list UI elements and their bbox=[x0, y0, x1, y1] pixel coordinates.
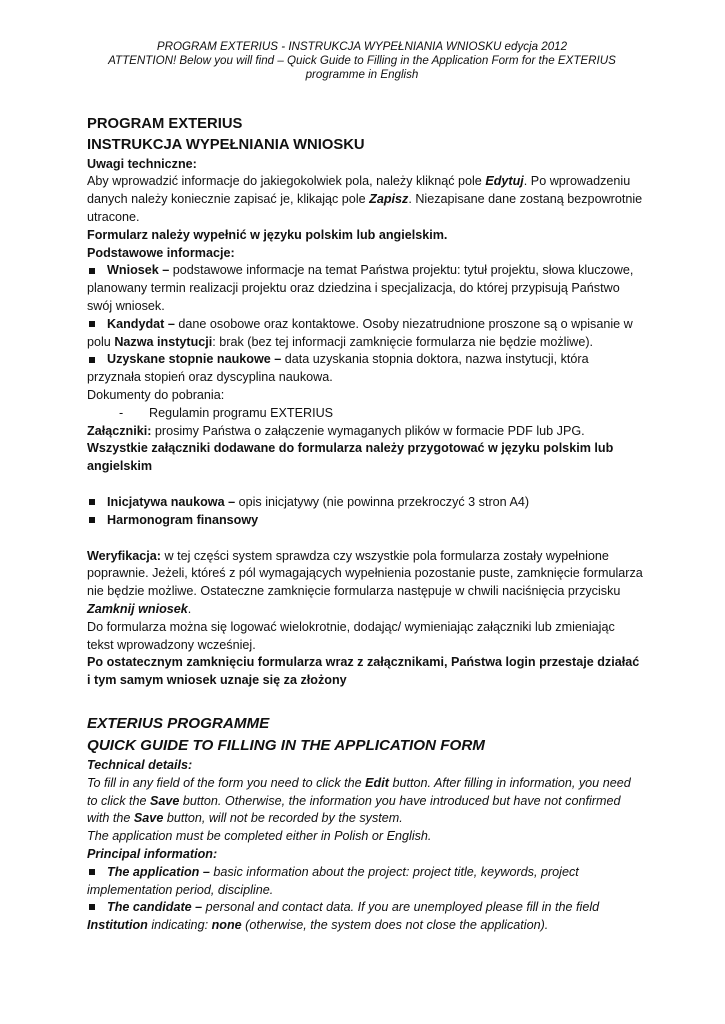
pl-verif-label: Weryfikacja: bbox=[87, 548, 161, 563]
bullet-square-icon bbox=[89, 869, 95, 875]
header-line-2: ATTENTION! Below you will find – Quick Guide to Filling in the Application Form for the EXTERIUS bbox=[108, 54, 616, 68]
en-app-text: basic information about the project: project title, keywords, project implementation period, discipline. bbox=[87, 864, 579, 897]
en-tech-text-d: button, will not be recorded by the system. bbox=[163, 811, 403, 826]
pl-login-text: Do formularza można się logować wielokrotnie, dodając/ wymieniając załączniki lub zmieniając tekst wprowadzony wcześniej. bbox=[87, 619, 615, 652]
pl-docs-label: Dokumenty do pobrania: bbox=[87, 387, 225, 402]
pl-attach-paragraph bbox=[87, 423, 643, 441]
pl-inicjatywa-label: Inicjatywa naukowa – bbox=[107, 494, 236, 509]
pl-kandydat-label: Kandydat – bbox=[107, 316, 175, 331]
en-cand-text-b: indicating: bbox=[147, 918, 212, 933]
en-tech-text-c: button. Otherwise, the information you have introduced but have not confirmed with the bbox=[87, 793, 621, 826]
bullet-square-icon bbox=[89, 904, 95, 910]
pl-docs-item-text: Regulamin programu EXTERIUS bbox=[149, 405, 334, 420]
pl-bullet-harmonogram bbox=[87, 512, 643, 530]
pl-bullet-inicjatywa bbox=[87, 494, 643, 512]
en-title-2: QUICK GUIDE TO FILLING IN THE APPLICATION FORM bbox=[87, 736, 485, 754]
pl-attach-note: Wszystkie załączniki dodawane do formularza należy przygotować w języku polskim lub angielskim bbox=[87, 441, 614, 474]
pl-attach-text: prosimy Państwa o załączenie wymaganych plików w formacie PDF lub JPG. bbox=[151, 423, 585, 438]
page-header bbox=[81, 40, 643, 83]
en-cand-field: Institution bbox=[87, 918, 148, 933]
header-line-3: programme in English bbox=[305, 68, 419, 82]
en-save-term: Save bbox=[150, 793, 180, 808]
bullet-square-icon bbox=[89, 268, 95, 274]
pl-tech-text-b: . Po wprowadzeniu danych należy koniecznie zapisać je, klikając pole bbox=[87, 174, 631, 207]
pl-verif-paragraph bbox=[87, 548, 643, 619]
en-app-label: The application – bbox=[107, 864, 210, 879]
spacer bbox=[87, 476, 643, 494]
pl-wniosek-label: Wniosek – bbox=[107, 263, 170, 278]
pl-tech-paragraph bbox=[87, 173, 643, 226]
pl-title-2: INSTRUKCJA WYPEŁNIANIA WNIOSKU bbox=[87, 136, 365, 153]
en-bullet-application bbox=[87, 864, 643, 900]
pl-tech-text-c: . Niezapisane dane zostaną bezpowrotnie utracone. bbox=[87, 192, 643, 224]
en-tech-text-a: To fill in any field of the form you need to click the bbox=[87, 775, 366, 790]
pl-stopnie-text: data uzyskania stopnia doktora, nazwa instytucji, która przyznała stopień oraz dyscyplina naukowa. bbox=[87, 352, 589, 385]
en-title-1: EXTERIUS PROGRAMME bbox=[87, 714, 270, 732]
pl-inicjatywa-text: opis inicjatywy (nie powinna przekroczyć 3 stron A4) bbox=[235, 494, 530, 509]
pl-title-1: PROGRAM EXTERIUS bbox=[87, 115, 243, 132]
pl-kandydat-text-b: : brak (bez tej informacji zamknięcie formularza nie będzie możliwe). bbox=[212, 334, 594, 349]
pl-harmonogram-label: Harmonogram finansowy bbox=[107, 512, 259, 527]
pl-wniosek-text: podstawowe informacje na temat Państwa projektu: tytuł projektu, słowa kluczowe, planowany termin realizacji projektu oraz dziedzina i specjalizacja, do której przypisują Państwo swój wniosek. bbox=[87, 263, 634, 313]
en-cand-label: The candidate – bbox=[107, 900, 203, 915]
en-cand-text-c: (otherwise, the system does not close the application). bbox=[241, 918, 549, 933]
pl-bullet-wniosek bbox=[87, 262, 643, 315]
pl-save-term: Zapisz bbox=[369, 192, 409, 207]
pl-attach-label: Załączniki: bbox=[87, 423, 152, 438]
pl-kandydat-text-a: dane osobowe oraz kontaktowe. Osoby niezatrudnione proszone są o wpisanie w polu bbox=[87, 316, 633, 349]
pl-bullet-stopnie bbox=[87, 351, 643, 387]
en-tech-text-b: button. After filling in information, you need to click the bbox=[87, 775, 631, 808]
pl-bullet-kandydat bbox=[87, 316, 643, 352]
pl-edit-term: Edytuj bbox=[485, 174, 524, 189]
header-line-1: PROGRAM EXTERIUS - INSTRUKCJA WYPEŁNIANIA WNIOSKU edycja 2012 bbox=[156, 40, 568, 53]
en-tech-heading: Technical details: bbox=[87, 757, 193, 772]
pl-tech-heading: Uwagi techniczne: bbox=[87, 156, 197, 171]
en-cand-none: none bbox=[211, 918, 242, 933]
bullet-square-icon bbox=[89, 357, 95, 363]
pl-verif-text-a: w tej części system sprawdza czy wszystkie pola formularza zostały wypełnione poprawnie. Jeżeli, któreś z pól wymagających wypełnienia pozostanie puste, zamknięcie formularza nie będzie możliwe. Ostateczne zamknięcie formularza następuje w chwili naciśnięcia przycisku bbox=[87, 548, 643, 599]
bullet-square-icon bbox=[89, 499, 95, 505]
pl-basic-heading: Podstawowe informacje: bbox=[87, 245, 235, 260]
pl-docs-item bbox=[87, 405, 643, 423]
en-cand-text-a: personal and contact data. If you are unemployed please fill in the field bbox=[202, 900, 600, 915]
pl-tech-text-a: Aby wprowadzić informacje do jakiegokolwiek pola, należy kliknąć pole bbox=[87, 174, 486, 189]
en-save-term-2: Save bbox=[133, 811, 164, 826]
pl-verif-text-b: . bbox=[187, 601, 192, 616]
pl-kandydat-field: Nazwa instytucji bbox=[114, 334, 213, 349]
pl-docs-dash: - bbox=[119, 405, 124, 420]
en-bullet-candidate bbox=[87, 899, 643, 935]
bullet-square-icon bbox=[89, 517, 95, 523]
en-principal-heading: Principal information: bbox=[87, 846, 218, 861]
en-language-note: The application must be completed either in Polish or English. bbox=[87, 829, 432, 844]
pl-language-note: Formularz należy wypełnić w języku polskim lub angielskim. bbox=[87, 227, 448, 242]
pl-final-note: Po ostatecznym zamknięciu formularza wraz z załącznikami, Państwa login przestaje działać i tym samym wniosek uznaje się za złożony bbox=[87, 655, 640, 688]
bullet-square-icon bbox=[89, 321, 95, 327]
spacer bbox=[87, 530, 643, 548]
en-edit-term: Edit bbox=[365, 775, 389, 790]
pl-stopnie-label: Uzyskane stopnie naukowe – bbox=[107, 352, 282, 367]
en-tech-paragraph bbox=[87, 775, 643, 828]
pl-close-term: Zamknij wniosek bbox=[87, 601, 188, 616]
